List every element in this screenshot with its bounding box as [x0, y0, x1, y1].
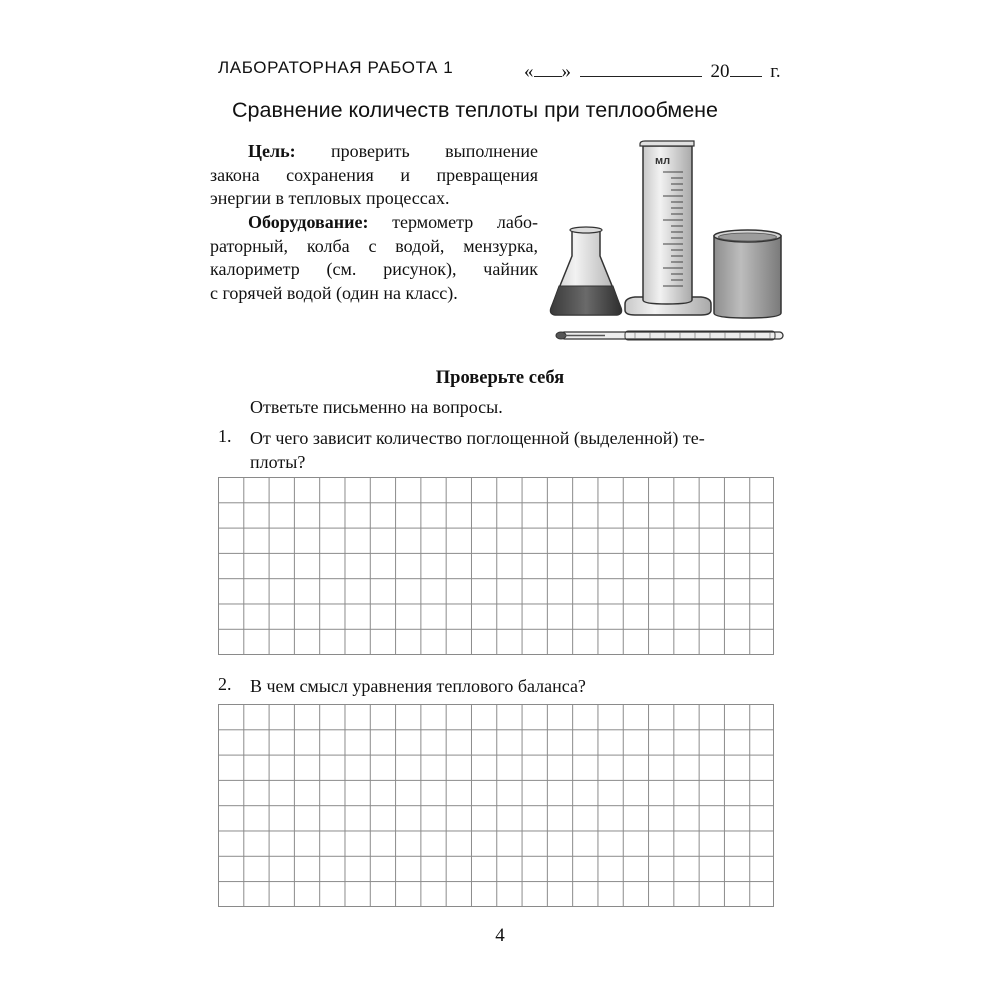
- question-line: плоты?: [250, 452, 306, 472]
- equipment-line: термометр лабо-: [392, 212, 538, 232]
- equipment-label: Оборудование:: [248, 212, 369, 232]
- question-number: 1.: [218, 426, 232, 446]
- goal-line: закона сохранения и превращения: [210, 164, 538, 185]
- question-text: [250, 426, 705, 474]
- cylinder-unit-label: мл: [655, 155, 671, 167]
- date-line: [524, 59, 781, 83]
- section-heading: Проверьте себя: [435, 368, 565, 388]
- goal-line: энергии в тепловых процессах.: [210, 188, 450, 208]
- flask-icon: [551, 227, 622, 315]
- goal-paragraph: [210, 140, 538, 211]
- calorimeter-icon: [714, 230, 781, 318]
- measuring-cylinder-icon: [625, 141, 711, 315]
- goal-label: Цель:: [248, 141, 296, 161]
- question-line: В чем смысл уравнения теплового баланса?: [250, 676, 586, 696]
- day-blank: [534, 59, 562, 77]
- page-title: Сравнение количеств теплоты при теплообмене: [232, 98, 718, 122]
- equipment-line: раторный, колба с водой, мензурка,: [210, 235, 538, 256]
- lab-equipment-illustration: [545, 138, 790, 350]
- year-blank: [730, 59, 762, 77]
- lab-work-label: ЛАБОРАТОРНАЯ РАБОТА 1: [218, 58, 454, 77]
- question-line: От чего зависит количество поглощенной (выделенной) те-: [250, 428, 705, 448]
- year-suffix: г.: [770, 61, 781, 83]
- answer-grid[interactable]: [218, 704, 774, 907]
- quote-close: »: [561, 61, 571, 83]
- question-number: 2.: [218, 674, 232, 694]
- goal-line: проверить выполнение: [331, 141, 538, 161]
- page-number: 4: [495, 925, 505, 946]
- year-prefix: 20: [710, 61, 730, 83]
- question-text: [250, 674, 586, 698]
- equipment-line: с горячей водой (один на класс).: [210, 282, 458, 303]
- answer-grid[interactable]: [218, 477, 774, 655]
- quote-open: «: [524, 61, 534, 83]
- equipment-paragraph: [210, 211, 538, 305]
- instruction-text: Ответьте письменно на вопросы.: [250, 397, 503, 417]
- thermometer-icon: [556, 331, 783, 340]
- month-blank: [580, 59, 702, 77]
- equipment-line: калориметр (см. рисунок), чайник: [210, 259, 538, 279]
